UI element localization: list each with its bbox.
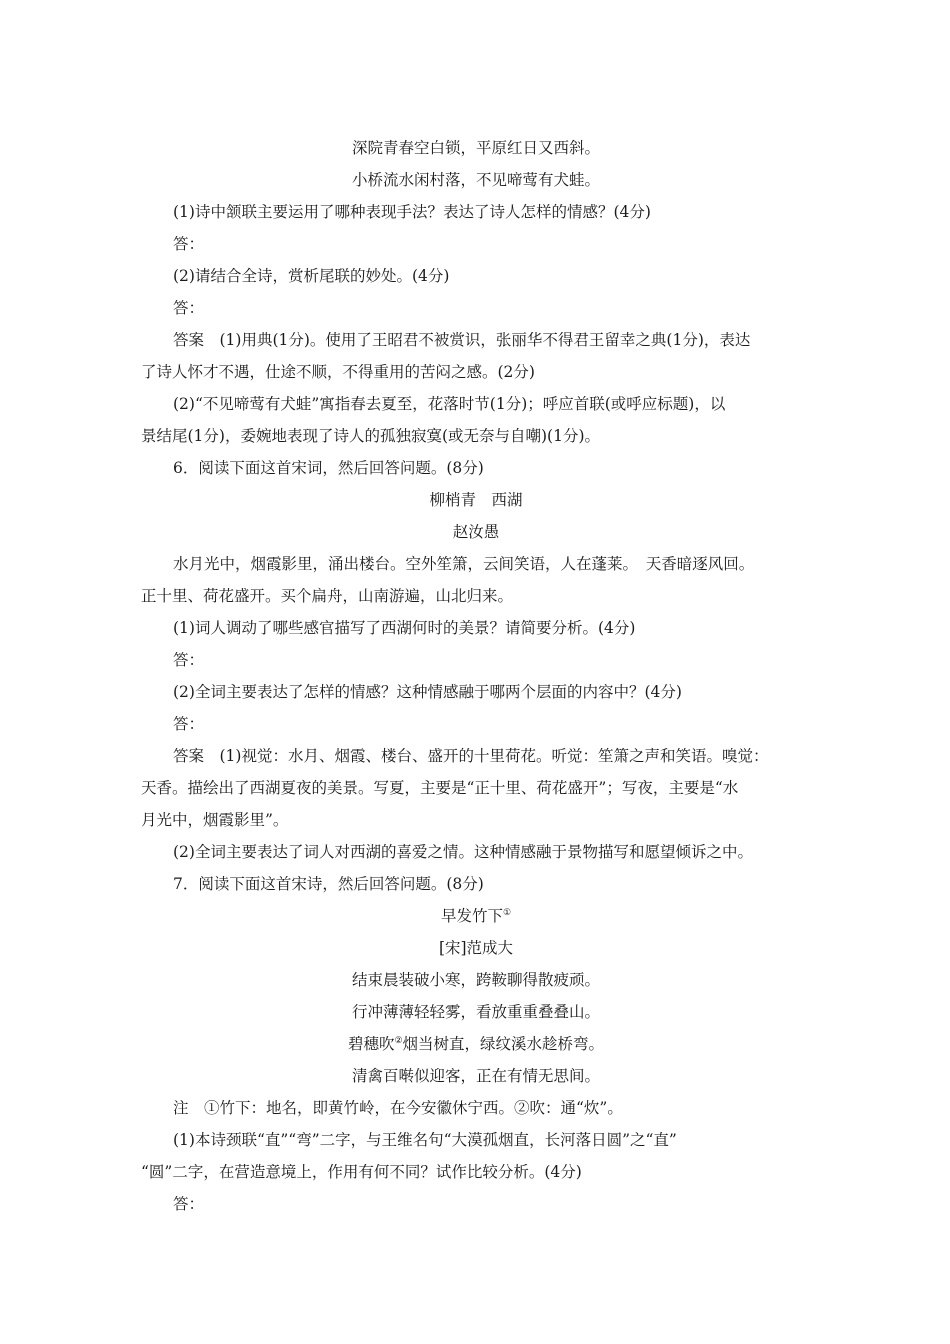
answer-text: 了诗人怀才不遇，仕途不顺，不得重用的苦闷之感。(2分) bbox=[141, 363, 535, 381]
poem-line: 深院青春空白锁，平原红日又西斜。 bbox=[351, 139, 600, 157]
answer-label: 答： bbox=[173, 715, 205, 733]
poem-line: 清禽百啭似迎客，正在有情无思间。 bbox=[351, 1067, 600, 1085]
poem-author: [宋]范成大 bbox=[438, 939, 514, 957]
answer-label: 答： bbox=[173, 1195, 205, 1213]
poem-line: 小桥流水闲村落，不见啼莺有犬蛙。 bbox=[351, 171, 600, 189]
poem-line-part: 碧穗吹 bbox=[347, 1035, 395, 1053]
poem-title bbox=[141, 905, 811, 927]
footnote-marker: ① bbox=[502, 907, 512, 918]
poem-line bbox=[141, 1033, 811, 1055]
footnotes: 注 ①竹下：地名，即黄竹岭，在今安徽休宁西。②吹：通“炊”。 bbox=[173, 1099, 623, 1117]
poem-title: 柳梢青 西湖 bbox=[429, 491, 523, 509]
question-7-prompt: 7．阅读下面这首宋诗，然后回答问题。(8分) bbox=[173, 875, 484, 893]
poem-line: 结束晨装破小寒，跨鞍聊得散疲顽。 bbox=[351, 971, 600, 989]
question-5-2: (2)请结合全诗，赏析尾联的妙处。(4分) bbox=[173, 267, 450, 285]
question-7-1: (1)本诗颈联“直”“弯”二字，与王维名句“大漠孤烟直，长河落日圆”之“直” bbox=[173, 1131, 677, 1149]
question-5-1: (1)诗中颔联主要运用了哪种表现手法？表达了诗人怎样的情感？(4分) bbox=[173, 203, 651, 221]
poem-line-part: 烟当树直，绿纹溪水趁桥弯。 bbox=[402, 1035, 605, 1053]
answer-label: 答： bbox=[173, 235, 205, 253]
question-6-prompt: 6．阅读下面这首宋词，然后回答问题。(8分) bbox=[173, 459, 484, 477]
poem-line: 行冲薄薄轻轻雾，看放重重叠叠山。 bbox=[351, 1003, 600, 1021]
answer-text: 答案 (1)视觉：水月、烟霞、楼台、盛开的十里荷花。听觉：笙箫之声和笑语。嗅觉： bbox=[173, 747, 769, 765]
footnote-marker: ② bbox=[394, 1035, 403, 1046]
answer-text: 答案 (1)用典(1分)。使用了王昭君不被赏识，张丽华不得君王留幸之典(1分)，表达 bbox=[173, 331, 751, 349]
answer-text: 天香。描绘出了西湖夏夜的美景。写夏，主要是“正十里、荷花盛开”；写夜，主要是“水 bbox=[141, 779, 739, 797]
question-7-1: “圆”二字，在营造意境上，作用有何不同？试作比较分析。(4分) bbox=[141, 1163, 582, 1181]
poem-text: 正十里、荷花盛开。买个扁舟，山南游遍，山北归来。 bbox=[141, 587, 514, 605]
poem-text: 水月光中，烟霞影里，涌出楼台。空外笙箫，云间笑语，人在蓬莱。 天香暗逐风回。 bbox=[173, 555, 755, 573]
answer-label: 答： bbox=[173, 651, 205, 669]
poem-author: 赵汝愚 bbox=[452, 523, 500, 541]
question-6-2: (2)全词主要表达了怎样的情感？这种情感融于哪两个层面的内容中？(4分) bbox=[173, 683, 682, 701]
answer-text: (2)全词主要表达了词人对西湖的喜爱之情。这种情感融于景物描写和愿望倾诉之中。 bbox=[173, 843, 753, 861]
answer-label: 答： bbox=[173, 299, 205, 317]
answer-text: (2)“不见啼莺有犬蛙”寓指春去夏至，花落时节(1分)；呼应首联(或呼应标题)，以 bbox=[173, 395, 726, 413]
poem-title-text: 早发竹下 bbox=[440, 907, 503, 925]
answer-text: 月光中，烟霞影里”。 bbox=[141, 811, 289, 829]
question-6-1: (1)词人调动了哪些感官描写了西湖何时的美景？请简要分析。(4分) bbox=[173, 619, 636, 637]
answer-text: 景结尾(1分)，委婉地表现了诗人的孤独寂寞(或无奈与自嘲)(1分)。 bbox=[141, 427, 601, 445]
